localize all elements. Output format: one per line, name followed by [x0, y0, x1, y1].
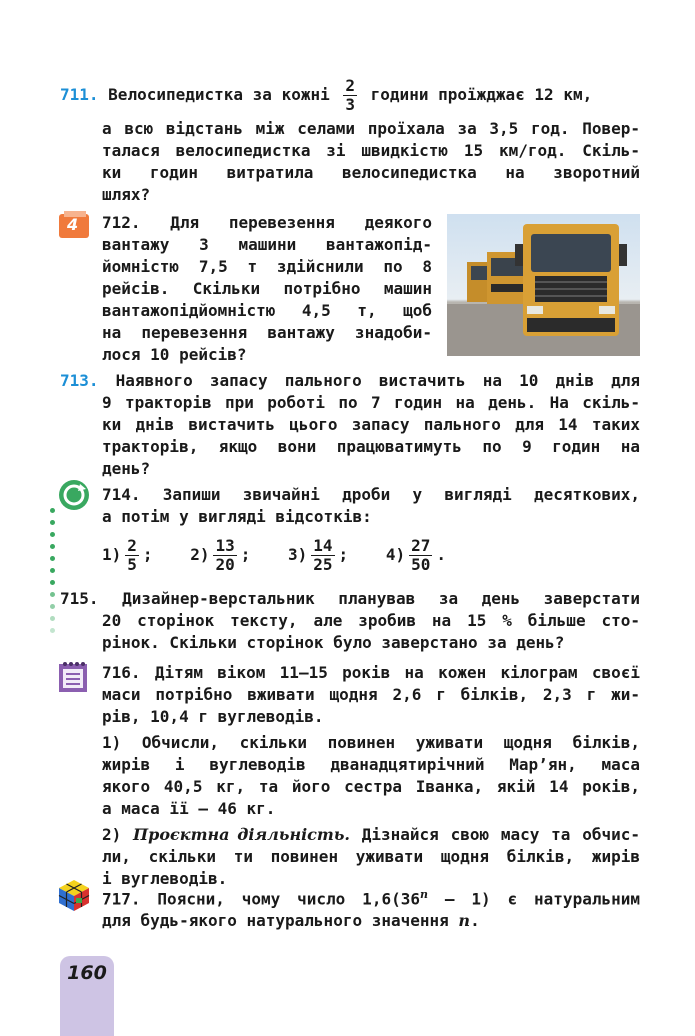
text-line: шлях?: [102, 185, 151, 204]
fraction-item: [385, 536, 446, 574]
fraction-item: [102, 536, 153, 574]
fraction: [125, 537, 139, 574]
text-line: Дізнайся свою масу та обчис-: [361, 825, 640, 844]
fraction-numerator: 27: [411, 536, 431, 555]
text-line: рейсів. Скільки потрібно машин: [102, 279, 432, 298]
problem-713: [60, 370, 640, 480]
problem-715: [60, 588, 640, 654]
text-line: йомністю 7,5 т здійснили по 8: [102, 257, 432, 276]
item-label: 4): [385, 545, 406, 564]
item-label: 1): [102, 545, 122, 564]
fraction-numerator: 14: [313, 536, 333, 555]
fraction-denominator: 50: [411, 555, 431, 574]
truck-photo: [447, 214, 640, 356]
fraction-list: [102, 530, 640, 580]
problem-711: [60, 72, 640, 206]
text-line: жирів і вуглеводів дванадцятирічний Мар’ян, маса: [102, 755, 640, 774]
text-line: рінок. Скільки сторінок було заверстано за день?: [102, 633, 565, 652]
fraction-numerator: 2: [127, 536, 137, 555]
fraction-item: [190, 536, 251, 574]
text-line: талася велосипедистка зі швидкістю 15 км/год. Скіль-: [102, 141, 640, 160]
fraction-denominator: 3: [345, 95, 356, 114]
text-line: Наявного запасу пального вистачить на 10 днів для: [115, 371, 640, 390]
text-line: Для перевезення деякого: [170, 213, 432, 232]
fraction-numerator: 13: [215, 536, 235, 555]
text-line: а потім у вигляді відсотків:: [102, 507, 372, 526]
text-line: Велосипедистка за кожні: [108, 85, 330, 104]
problem-712: [102, 212, 432, 366]
punctuation: .: [470, 911, 480, 931]
fraction-item: [288, 536, 349, 574]
item-label: 2): [102, 825, 122, 844]
fraction: [311, 537, 334, 574]
problem-number: 712.: [102, 213, 141, 232]
text-line: 9 тракторів при роботі по 7 годин на день. На скіль-: [102, 393, 640, 412]
cycle-arrows-icon: [58, 479, 90, 517]
text-line: день?: [102, 459, 151, 478]
fraction: [409, 537, 432, 574]
text-line: лося 10 рейсів?: [102, 345, 247, 364]
text-line: якого 40,5 кг, та його сестра Іванка, якій 14 років,: [102, 777, 640, 796]
separator: .: [436, 545, 446, 564]
problem-716: [102, 662, 640, 890]
item-label: 2): [190, 545, 210, 564]
fraction: [343, 77, 357, 114]
separator: ;: [142, 545, 153, 564]
text-line: і вуглеводів.: [102, 869, 228, 888]
text-line: а маса її — 46 кг.: [102, 799, 276, 818]
text-line: вантажу 3 машини вантажопід-: [102, 235, 432, 254]
fraction-denominator: 5: [127, 555, 137, 574]
fraction-denominator: 25: [313, 555, 333, 574]
text-line: на перевезення вантажу знадоби-: [102, 323, 432, 342]
text-line: для будь-якого натурального значення: [102, 911, 449, 931]
text-line: 1) Обчисли, скільки повинен уживати щодня білків,: [102, 733, 640, 752]
text-line: – 1) є натуральним: [427, 889, 640, 909]
text-line: ли, скільки ти повинен уживати щодня білків, жирів: [102, 847, 640, 866]
problem-number: 715.: [60, 589, 99, 608]
text-line: а всю відстань між селами проїхала за 3,5 год. Повер-: [102, 119, 640, 138]
separator: ;: [338, 545, 349, 564]
item-label: 3): [288, 545, 308, 564]
text-line: рів, 10,4 г вуглеводів.: [102, 707, 324, 726]
text-line: маси потрібно вживати щодня 2,6 г білків, 2,3 г жи-: [102, 685, 640, 704]
separator: ;: [240, 545, 251, 564]
page-number: 160: [67, 962, 107, 984]
text-line: тракторів, якщо вони працюватимуть по 9 годин на: [102, 437, 640, 456]
problem-717: [102, 884, 640, 932]
difficulty-badge-text: 4: [67, 215, 79, 234]
project-activity-label: Проєктна діяльність.: [133, 825, 350, 844]
problem-number: 716.: [102, 663, 141, 682]
rubiks-cube-icon: [57, 878, 91, 918]
text-line: Запиши звичайні дроби у вигляді десяткових,: [162, 485, 640, 504]
text-line: ки годин витратила велосипедистка на зворотний: [102, 163, 640, 182]
problem-714: [102, 484, 640, 580]
problem-number: 714.: [102, 485, 141, 504]
exponent: n: [419, 888, 428, 901]
variable: n: [458, 911, 471, 931]
fraction-denominator: 20: [215, 555, 235, 574]
notebook-icon: [58, 660, 90, 700]
problem-number: 717.: [102, 889, 141, 909]
text-line: 20 сторінок тексту, але зробив на 15 % більше сто-: [102, 611, 640, 630]
text-line: години проїжджає 12 км,: [370, 85, 593, 104]
fraction-numerator: 2: [345, 76, 356, 95]
problem-number: 711.: [60, 85, 99, 104]
text-line: вантажопідйомністю 4,5 т, щоб: [102, 301, 432, 320]
text-line: Поясни, чому число 1,6(36: [157, 889, 420, 909]
text-line: ки днів вистачить цього запасу пального для 14 таких: [102, 415, 640, 434]
problem-number: 713.: [60, 371, 99, 390]
text-line: Дизайнер-верстальник планував за день заверстати: [122, 589, 640, 608]
fraction: [213, 537, 236, 574]
text-line: Дітям віком 11–15 років на кожен кілограм своєї: [154, 663, 640, 682]
